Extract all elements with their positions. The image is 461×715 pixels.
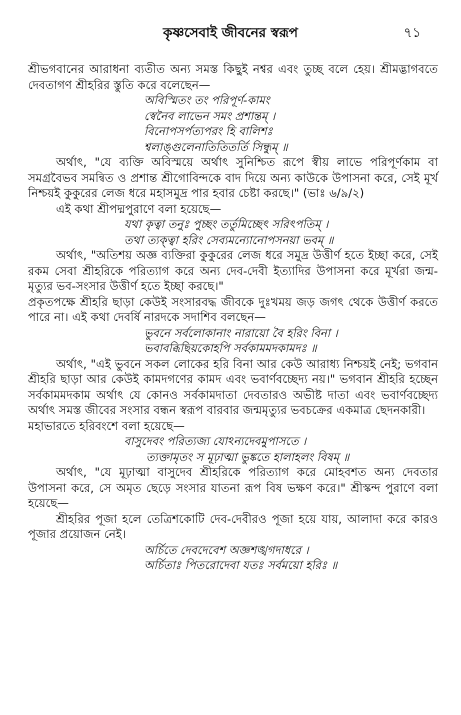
verse-line: ভবাবব্ধিছিয়কোহপি সর্বকামমদকামদঃ ॥ [144,341,317,355]
verse-line: স্বেনৈব লাভেন সমং প্রশান্তম্ । [144,108,276,123]
paragraph: অর্থাৎ, "অতিশয় অজ্ঞ ব্যক্তিরা কুকুরের লেজ ধরে সমুদ্র উত্তীর্ণ হতে ইচ্ছা করে, সেই রকম সেবা শ্রীহরিকে পরিত্যাগ করে অন্য দেব-দেবী ইত্যাদির উপাসনা করে মূর্খরা জন্ম-মৃত্যুর ভব-সংসার উত্তীর্ণ হতে ইচ্ছা করছে।" [28,248,438,293]
verse-line: তথা ত্যক্ত্বা হরিং সেব্যমন্যোনোপসনয়া ভবম্ ॥ [124,232,334,247]
paragraph: অর্থাৎ, "যে মূঢ়াত্মা বাসুদেব শ্রীহরিকে পরিত্যাগ করে মোহবশত অন্য দেবতার উপাসনা করে, সে অমৃত ছেড়ে সংসার যাতনা রূপ বিষ ভক্ষণ করে।" শ্রীস্কন্দ পুরাণে বলা হয়েছে— [28,465,438,510]
paragraph: শ্রীহরির পূজা হলে তেত্রিশকোটি দেব-দেবীরও পূজা হয়ে যায়, আলাদা করে কারও পূজার প্রয়োজন নেই। [28,511,438,541]
running-header [0,22,461,42]
paragraph: মহাভারতে হরিবংশে বলা হয়েছে— [28,418,185,433]
paragraph: অর্থাৎ, "যে ব্যক্তি অবিস্ময়ে অর্থাৎ সুনিশ্চিত রূপে স্বীয় লাভে পরিপূর্ণকাম বা সমগ্রবৈভব সমন্বিত ও প্রশান্ত শ্রীগোবিন্দকে বাদ দিয়ে অন্য কাউকে উপাসনা করে, সেই মূর্খ নিশ্চয়ই কুকুরের লেজ ধরে মহাসমুদ্র পার হবার চেষ্টা করছে।" (ভাঃ ৬/৯/২) [28,155,438,200]
verse-line: অর্চিতে দেবদেবেশ অজ্ঞশঙ্খগদাধরে । [144,542,309,557]
verse-line: বাসুদেবং পরিত্যজ্য যোঽন্যদেবমুপাসতে । [124,434,307,448]
paragraph: প্রকৃতপক্ষে শ্রীহরি ছাড়া কেউই সংসারবদ্ধ জীবকে দুঃখময় জড় জগৎ থেকে উত্তীর্ণ করতে পারে না। এই কথা দেবর্ষি নারদকে সদাশিব বলছেন— [28,294,438,324]
chapter-title: কৃষ্ণসেবাই জীবনের স্বরূপ [163,25,298,41]
verse-line: ত্যক্তামৃতং স মূঢ়াত্মা ভুঙ্কতে হালাহলং বিষম্ ॥ [146,449,350,464]
paragraph: এই কথা শ্রীপদ্মপুরাণে বলা হয়েছে— [56,201,222,216]
verse-line: যথা কৃত্বা তনুঃ পুচ্ছং তর্তুমিচ্ছেৎ সরিৎপতিম্ । [124,217,329,231]
verse-line: অবিস্মিতং তং পরিপূর্ণ-কামং [144,93,270,107]
verse-line: ভুবনে সর্বলোকানাং নারায়ো বৈ হরিং বিনা । [144,325,338,340]
verse-line: শ্বলাঙ্গুলেনাতিতিতর্তি সিন্ধুম্ ॥ [144,139,288,154]
paragraph: শ্রীভগবানের আরাধনা ব্যতীত অন্য সমস্ত কিছুই নশ্বর এবং তুচ্ছ বলে হেয়। শ্রীমদ্ভাগবতে দেবতাগণ শ্রীহরির স্তুতি করে বলেছেন— [28,62,438,92]
page-number: ৭১ [403,25,421,41]
verse-line: বিনোপসর্পত্যপরং হি বালিশঃ [144,124,273,138]
paragraph: অর্থাৎ, "এই ভুবনে সকল লোকের হরি বিনা আর কেউ আরাধ্য নিশ্চয়ই নেই; ভগবান শ্রীহরি ছাড়া আর কেউই কামদগণের কামদ এবং ভবার্ণবচ্ছেদ্য নয়।" ভগবান শ্রীহরি হচ্ছেন সর্বকামমদকাম অর্থাৎ যে কোনও সর্বকামদাতা দেবতারও অভীষ্ট দাতা এবং ভবার্ণবচ্ছেদ্য অর্থাৎ সমস্ত জীবের সংসার বন্ধন স্বরূপ বারবার জন্মমৃত্যুর ভবচক্রের একমাত্র ছেদনকারী। [28,356,438,417]
page-body [28,62,438,574]
verse-line: অর্চিতাঃ পিতরোদেবা যতঃ সর্বময়ো হরিঃ ॥ [144,558,338,572]
